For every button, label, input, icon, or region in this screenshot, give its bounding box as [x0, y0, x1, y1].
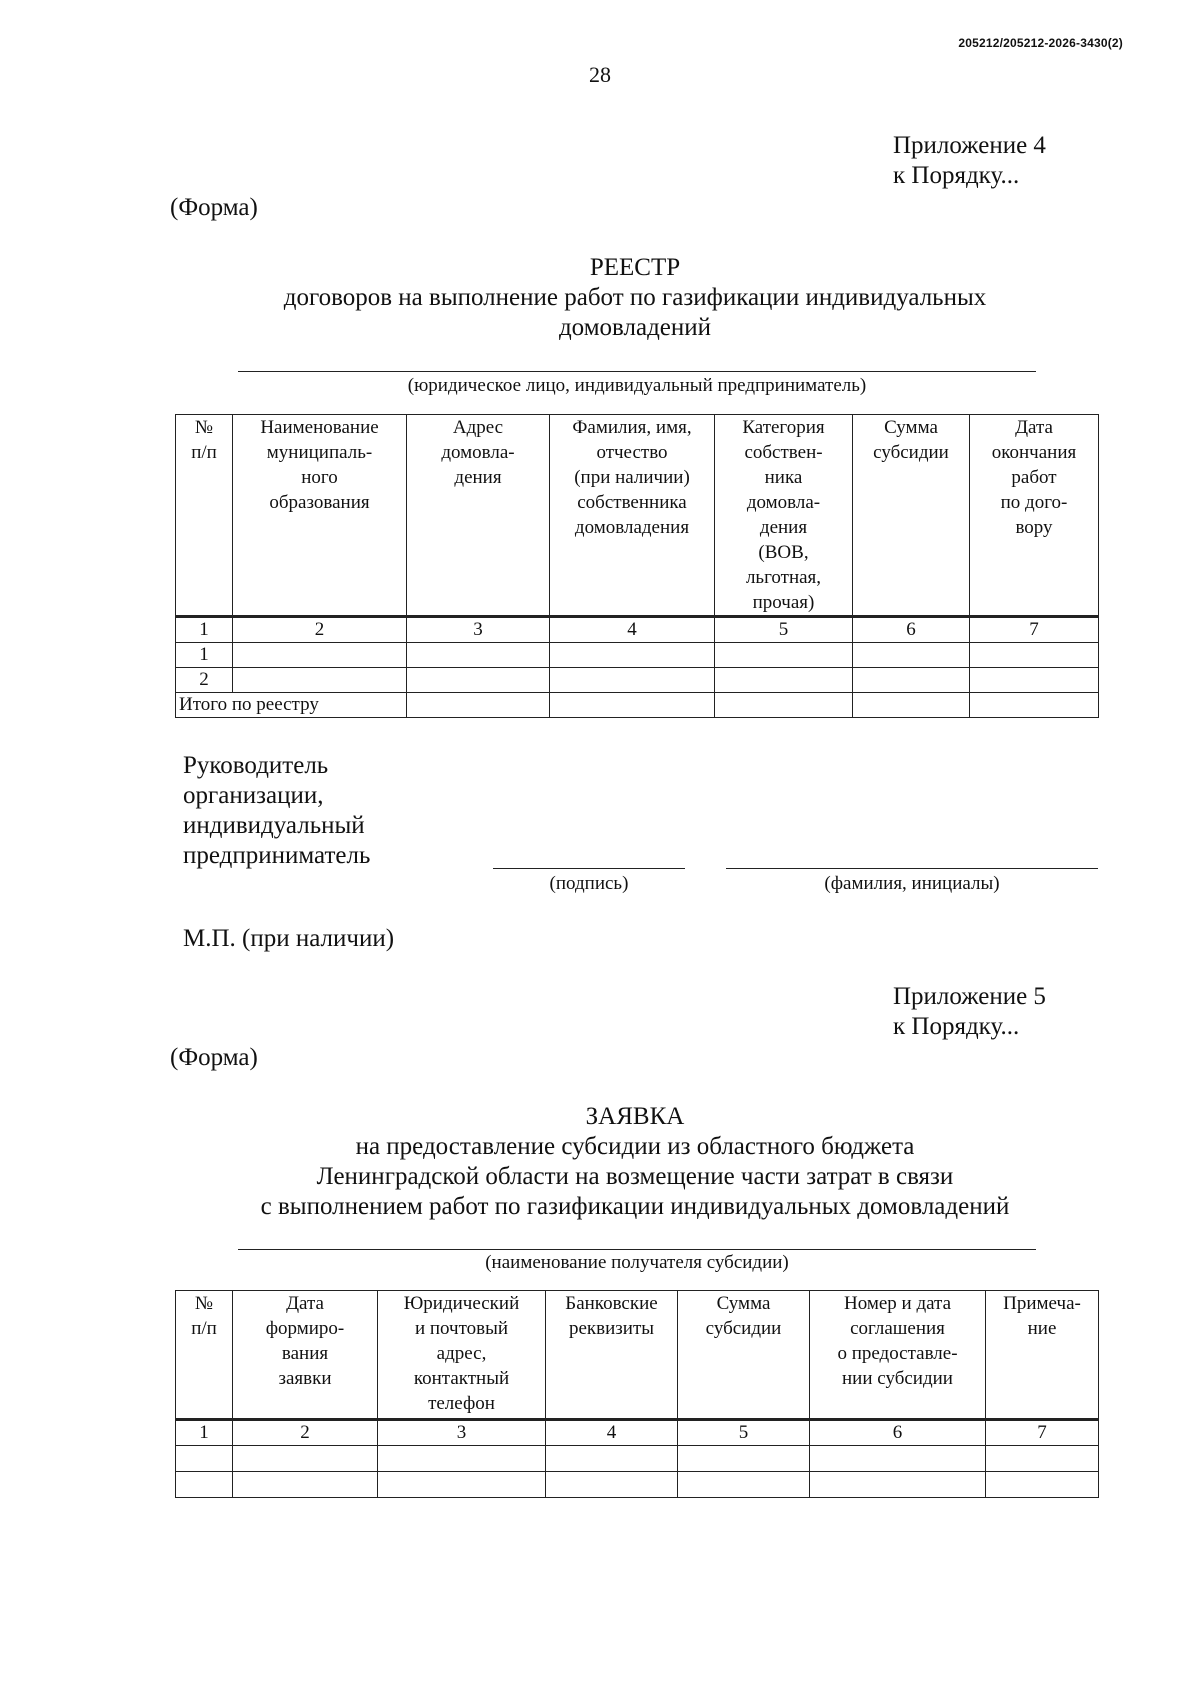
application-header-cell	[986, 1291, 1099, 1419]
header-line: телефон	[428, 1393, 495, 1414]
header-line: дения	[454, 467, 502, 488]
table-row	[176, 643, 1099, 668]
stamp-note: М.П. (при наличии)	[183, 925, 395, 952]
row-number: 1	[176, 643, 233, 668]
table-cell	[546, 1445, 678, 1471]
registry-header-row	[176, 415, 1099, 617]
header-line: вания	[281, 1343, 329, 1364]
table-cell	[233, 1471, 378, 1497]
header-line: Номер и дата	[843, 1293, 952, 1314]
column-number: 3	[378, 1420, 546, 1445]
total-label: Итого по реестру	[176, 693, 407, 718]
header-line: Наименование	[260, 417, 379, 438]
appendix-5-label: Приложение 5	[893, 983, 1046, 1010]
signatory-line-4: предприниматель	[183, 842, 371, 869]
header-line: №	[194, 417, 214, 438]
header-line: соглашения	[850, 1318, 945, 1339]
header-line: №	[194, 1293, 214, 1314]
page-number: 28	[589, 62, 611, 87]
table-cell	[715, 643, 853, 668]
column-number: 1	[176, 618, 233, 643]
header-line: собственника	[577, 492, 687, 513]
table-cell	[678, 1445, 810, 1471]
table-cell	[986, 1445, 1099, 1471]
table-cell	[407, 668, 550, 693]
table-cell	[407, 643, 550, 668]
form-label-2: (Форма)	[170, 1044, 258, 1071]
application-table	[175, 1290, 1099, 1498]
table-cell	[853, 643, 970, 668]
header-line: Сумма	[884, 417, 938, 438]
registry-header-cell	[407, 415, 550, 617]
table-row	[176, 668, 1099, 693]
column-number: 4	[550, 618, 715, 643]
entity-name-caption: (юридическое лицо, индивидуальный предприниматель)	[407, 375, 867, 396]
signature-blank	[493, 868, 685, 869]
column-number: 3	[407, 618, 550, 643]
row-number: 2	[176, 668, 233, 693]
application-subtitle-2: Ленинградской области на возмещение части затрат в связи	[316, 1163, 954, 1190]
column-number: 6	[810, 1420, 986, 1445]
header-line: Дата	[286, 1293, 324, 1314]
table-cell	[233, 668, 407, 693]
application-subtitle-1: на предоставление субсидии из областного бюджета	[355, 1133, 915, 1160]
name-blank	[726, 868, 1098, 869]
signatory-line-2: организации,	[183, 782, 324, 809]
form-label-1: (Форма)	[170, 194, 258, 221]
signatory-block	[183, 751, 370, 871]
appendix-4-label: Приложение 4	[893, 132, 1046, 159]
registry-header-cell	[550, 415, 715, 617]
application-header-cell	[233, 1291, 378, 1419]
header-line: Юридический	[403, 1293, 520, 1314]
header-line: п/п	[191, 1318, 217, 1339]
table-cell	[970, 643, 1099, 668]
application-title: ЗАЯВКА	[585, 1103, 685, 1130]
recipient-name-blank	[238, 1249, 1036, 1250]
registry-header-cell	[233, 415, 407, 617]
registry-header-cell	[176, 415, 233, 617]
table-cell	[853, 693, 970, 718]
header-line: отчество	[596, 442, 668, 463]
table-cell	[678, 1471, 810, 1497]
header-line: домовладения	[574, 517, 690, 538]
column-number: 5	[715, 618, 853, 643]
column-number: 4	[546, 1420, 678, 1445]
application-header-cell	[378, 1291, 546, 1419]
registry-title-block	[0, 253, 1200, 343]
registry-subtitle-2: домовладений	[558, 314, 712, 341]
header-line: и почтовый	[414, 1318, 509, 1339]
table-cell	[550, 668, 715, 693]
header-line: (при наличии)	[574, 467, 690, 488]
column-number: 6	[853, 618, 970, 643]
header-line: (ВОВ,	[758, 542, 809, 563]
registry-header-cell	[853, 415, 970, 617]
table-cell	[970, 668, 1099, 693]
header-line: льготная,	[745, 567, 822, 588]
registry-header-cell	[970, 415, 1099, 617]
column-number: 1	[176, 1420, 233, 1445]
header-line: нии субсидии	[842, 1368, 953, 1389]
table-cell	[550, 643, 715, 668]
registry-table	[175, 414, 1099, 718]
column-number: 2	[233, 1420, 378, 1445]
table-cell	[715, 693, 853, 718]
application-title-block	[0, 1102, 1200, 1222]
recipient-name-caption: (наименование получателя субсидии)	[485, 1252, 789, 1273]
header-line: по дого-	[1000, 492, 1068, 513]
header-line: Сумма	[716, 1293, 771, 1314]
header-line: о предоставле-	[837, 1343, 958, 1364]
registry-number-row	[176, 618, 1099, 643]
table-cell	[970, 693, 1099, 718]
appendix-5-reference: к Порядку...	[893, 1013, 1020, 1040]
appendix-4-heading	[893, 131, 1046, 191]
header-line: п/п	[191, 442, 217, 463]
table-cell	[546, 1471, 678, 1497]
table-row	[176, 1445, 1099, 1471]
header-line: ника	[764, 467, 803, 488]
registry-header-cell	[715, 415, 853, 617]
signatory-line-1: Руководитель	[183, 752, 329, 779]
table-cell	[407, 693, 550, 718]
application-header-row	[176, 1291, 1099, 1419]
signatory-line-3: индивидуальный	[183, 812, 365, 839]
header-line: прочая)	[752, 592, 815, 613]
header-line: реквизиты	[568, 1318, 655, 1339]
table-cell	[986, 1471, 1099, 1497]
header-line: окончания	[991, 442, 1077, 463]
table-cell	[176, 1445, 233, 1471]
application-header-cell	[546, 1291, 678, 1419]
table-row	[176, 1471, 1099, 1497]
appendix-5-heading	[893, 982, 1046, 1042]
column-number: 2	[233, 618, 407, 643]
application-header-cell	[678, 1291, 810, 1419]
signature-caption: (подпись)	[549, 873, 629, 894]
header-line: вору	[1015, 517, 1053, 538]
registry-total-row	[176, 693, 1099, 718]
table-cell	[810, 1471, 986, 1497]
table-cell	[550, 693, 715, 718]
header-line: Банковские	[565, 1293, 658, 1314]
registry-subtitle-1: договоров на выполнение работ по газификации индивидуальных	[283, 284, 987, 311]
registry-title: РЕЕСТР	[589, 254, 681, 281]
header-line: собствен-	[744, 442, 823, 463]
header-line: субсидии	[705, 1318, 782, 1339]
table-cell	[853, 668, 970, 693]
appendix-4-reference: к Порядку...	[893, 162, 1020, 189]
table-cell	[378, 1471, 546, 1497]
header-line: Категория	[742, 417, 825, 438]
header-line: контактный	[413, 1368, 510, 1389]
header-line: ного	[301, 467, 338, 488]
application-subtitle-3: с выполнением работ по газификации индивидуальных домовладений	[260, 1193, 1010, 1220]
header-line: домовла-	[441, 442, 515, 463]
header-line: Адрес	[452, 417, 504, 438]
header-line: дения	[759, 517, 808, 538]
document-id: 205212/205212-2026-3430(2)	[958, 36, 1123, 50]
header-line: Примеча-	[1003, 1293, 1081, 1314]
header-line: адрес,	[436, 1343, 487, 1364]
application-header-cell	[810, 1291, 986, 1419]
column-number: 5	[678, 1420, 810, 1445]
entity-name-blank	[238, 371, 1036, 372]
column-number: 7	[986, 1420, 1099, 1445]
header-line: заявки	[278, 1368, 332, 1389]
header-line: формиро-	[265, 1318, 345, 1339]
table-cell	[810, 1445, 986, 1471]
application-header-cell	[176, 1291, 233, 1419]
header-line: муниципаль-	[266, 442, 373, 463]
header-line: ние	[1027, 1318, 1057, 1339]
name-caption: (фамилия, инициалы)	[824, 873, 1000, 894]
application-number-row	[176, 1420, 1099, 1445]
header-line: субсидии	[873, 442, 949, 463]
header-line: работ	[1011, 467, 1057, 488]
table-cell	[176, 1471, 233, 1497]
table-cell	[715, 668, 853, 693]
header-line: Дата	[1015, 417, 1053, 438]
table-cell	[233, 1445, 378, 1471]
header-line: домовла-	[746, 492, 821, 513]
column-number: 7	[970, 618, 1099, 643]
header-line: образования	[269, 492, 370, 513]
table-cell	[233, 643, 407, 668]
header-line: Фамилия, имя,	[572, 417, 692, 438]
table-cell	[378, 1445, 546, 1471]
